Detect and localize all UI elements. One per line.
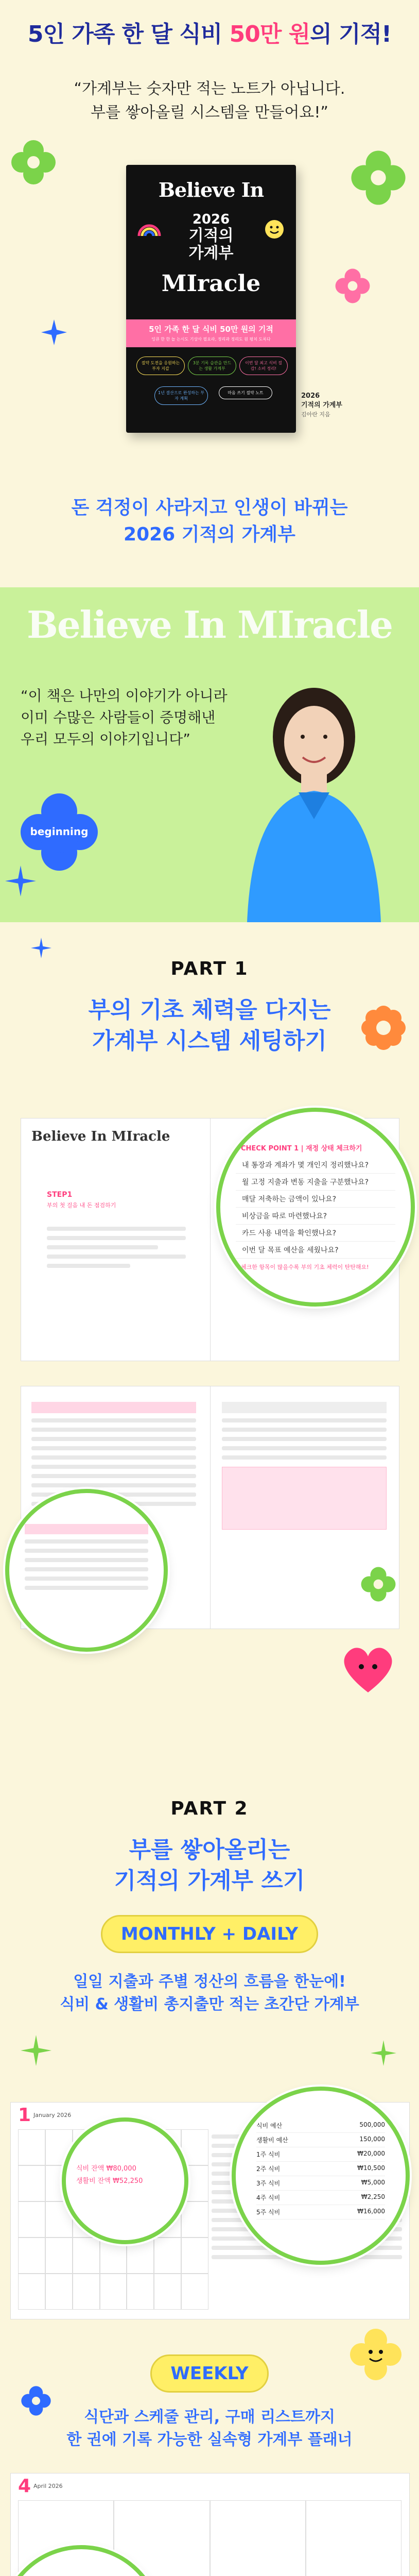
beginning-badge [21,793,98,871]
part1-title [0,995,419,1057]
monthly-desc-line-2: 식비 & 생활비 총지출만 적는 초간단 가계부 [60,1995,359,2013]
book-bubble-1: 절약 도전을 응원하는 부자 지갑 [136,357,185,375]
part1-page-text-block [47,1222,186,1273]
author-photo [237,665,391,922]
monthly-desc [0,1971,419,2016]
lens-row: 카드 사용 내역을 확인했나요? [236,1225,395,1242]
smiley-icon [350,2329,401,2380]
intro-line-1: 돈 걱정이 사라지고 인생이 바뀌는 [71,497,348,518]
lens-note: 체크한 항목이 많을수록 부의 기초 체력이 탄탄해요! [241,1264,369,1270]
book-banner [126,319,296,347]
part2-title [0,1835,419,1896]
spine-year: 2026 [301,392,320,400]
intro-line-2: 2026 기적의 가계부 [124,524,295,545]
week-number: 4 [18,2476,31,2497]
lens-row: 내 통장과 계좌가 몇 개인지 정리했나요? [236,1157,395,1174]
flower-icon [360,1566,396,1602]
part2-section [0,1788,419,2576]
headline-highlight: 50만 원 [229,21,310,47]
budget-row-value: ₩5,000 [361,2179,385,2186]
hero-quote-line-2: 부를 쌓아올릴 시스템을 만들어요!” [91,104,328,122]
book-bubble-3: 이번 달 최고 식비 절감! 소비 정리! [239,357,288,375]
part1-page-step-sub: 부의 첫 걸음 내 돈 점검하기 [47,1202,116,1209]
book-cover [126,165,296,433]
monthly-tag-wrap [0,1915,419,1953]
part2-title-line-2: 기적의 가계부 쓰기 [114,1868,305,1894]
budget-row-value: ₩10,500 [357,2164,385,2172]
budget-row-label: 4주 식비 [256,2194,281,2201]
sparkle-icon [21,2035,51,2066]
weekly-desc-line-2: 한 권에 기록 가능한 실속형 가계부 플래너 [66,2431,353,2449]
part1-page-title: Believe In MIracle [31,1129,170,1144]
part1-title-line-2: 가계부 시스템 세팅하기 [92,1028,327,1054]
part1-label: PART 1 [170,958,249,979]
monthly-zoom-lens-left [62,2117,188,2244]
lens-row: 이번 달 목표 예산을 세웠나요? [236,1242,395,1259]
person-illustration [237,665,391,922]
weekly-desc-line-1: 식단과 스케줄 관리, 구매 리스트까지 [84,2408,335,2426]
budget-row-value: 150,000 [359,2136,385,2143]
book-title-ko-1: 기적의 [188,227,234,245]
spine-title: 기적의 가계부 [301,401,342,409]
book-year: 2026 [192,212,230,227]
budget-row [256,2205,385,2219]
budget-row-label: 2주 식비 [256,2165,281,2173]
lens-row: 매달 저축하는 금액이 있나요? [236,1191,395,1208]
beginning-label: beginning [30,825,89,838]
hero-headline [0,15,419,48]
book-title-top: Believe In [158,178,264,201]
budget-row-label: 3주 식비 [256,2180,281,2187]
author-quote [21,685,237,750]
book-title-ko-2: 가계부 [188,244,234,262]
smiley-icon [264,219,285,240]
book-bubble-5: 마음 쓰기 절약 노트 [219,386,272,399]
week-name: April 2026 [33,2483,63,2489]
part1-zoom-lens [216,1108,415,1307]
budget-row-label: 생활비 예산 [256,2137,288,2144]
flower-icon [10,139,57,185]
author-quote-line-3: 우리 모두의 이야기입니다” [21,731,190,748]
author-section [0,587,419,922]
book-title-bottom: MIracle [161,270,261,297]
intro-text [0,474,419,548]
budget-row [256,2191,385,2205]
monthly-daily-tag: MONTHLY + DAILY [101,1915,318,1953]
budget-row-value: 500,000 [359,2121,385,2128]
author-quote-line-2: 이미 수많은 사람들이 증명해낸 [21,709,216,726]
weekly-desc [0,2406,419,2451]
budget-row-value: ₩2,250 [361,2193,385,2200]
book-spine-info [301,392,342,419]
budget-row [256,2147,385,2162]
hero-quote-line-1: “가계부는 숫자만 적는 노트가 아닙니다. [74,80,345,98]
headline-text-1: 5인 가족 한 달 식비 [27,21,230,47]
monthly-zoom-lens-right [232,2087,410,2265]
lens-budget-table [256,2119,385,2219]
budget-row-label: 식비 예산 [256,2122,283,2129]
book-bubble-4: 1년 결산으로 완성하는 부자 계획 [154,386,208,405]
book-subtitle: 잉큐 한 한 놀 는시도 기상사 필요라, 정리과 정리도 원 평치 도록다 [151,337,271,342]
part1-section [0,922,419,1788]
flower-icon [350,149,407,206]
intro-section [0,474,419,587]
sparkle-icon [5,866,36,896]
flower-icon [360,1005,407,1051]
sparkle-icon [31,938,51,958]
spine-author: 김아란 지음 [301,411,330,418]
budget-row-value: ₩16,000 [357,2208,385,2215]
part2-label: PART 2 [170,1798,249,1819]
author-quote-line-1: “이 책은 나만의 이야기가 아니라 [21,687,228,704]
budget-row [256,2119,385,2133]
monthly-desc-line-1: 일일 지출과 주별 정산의 흐름을 한눈에! [73,1973,346,1991]
part2-title-line-1: 부를 쌓아올리는 [129,1837,290,1863]
month-number: 1 [18,2105,31,2126]
sparkle-icon [371,2040,396,2066]
part1-title-line-1: 부의 기초 체력을 다지는 [88,997,331,1023]
budget-row-label: 1주 식비 [256,2151,281,2158]
lens-header: CHECK POINT 1 | 재정 상태 체크하기 [241,1145,362,1153]
lens-living-balance: 생활비 잔액 ₩52,250 [76,2177,143,2185]
book-banner-text: 5인 가족 한 달 식비 50만 원의 기적 [149,325,273,334]
flower-icon [21,2385,51,2416]
star-icon [41,319,67,345]
weekly-tag: WEEKLY [150,2354,268,2393]
heart-icon [340,1643,396,1695]
month-name: January 2026 [33,2112,72,2119]
budget-row-label: 5주 식비 [256,2209,281,2216]
flower-icon [335,268,371,304]
part1-zoom-lens-2 [5,1489,168,1652]
headline-text-2: 의 기적! [310,21,392,47]
budget-table [222,1402,387,1530]
budget-row [256,2133,385,2147]
lens-row: 월 고정 지출과 변동 지출을 구분했나요? [236,1174,395,1191]
author-banner-text: Believe In MIracle [27,603,392,647]
rainbow-icon [136,222,162,237]
lens-row: 비상금을 따로 마련했나요? [236,1208,395,1225]
budget-row [256,2176,385,2191]
hero-section [0,0,419,474]
book-bubble-2: 3분 기록 습관을 만드는 생활 가계부 [188,357,236,375]
part1-page-step: STEP1 [47,1191,73,1199]
budget-row [256,2162,385,2176]
lens-food-balance: 식비 잔액 ₩80,000 [76,2165,136,2173]
hero-quote [0,77,419,125]
lens-rows [236,1157,395,1259]
budget-row-value: ₩20,000 [357,2150,385,2157]
